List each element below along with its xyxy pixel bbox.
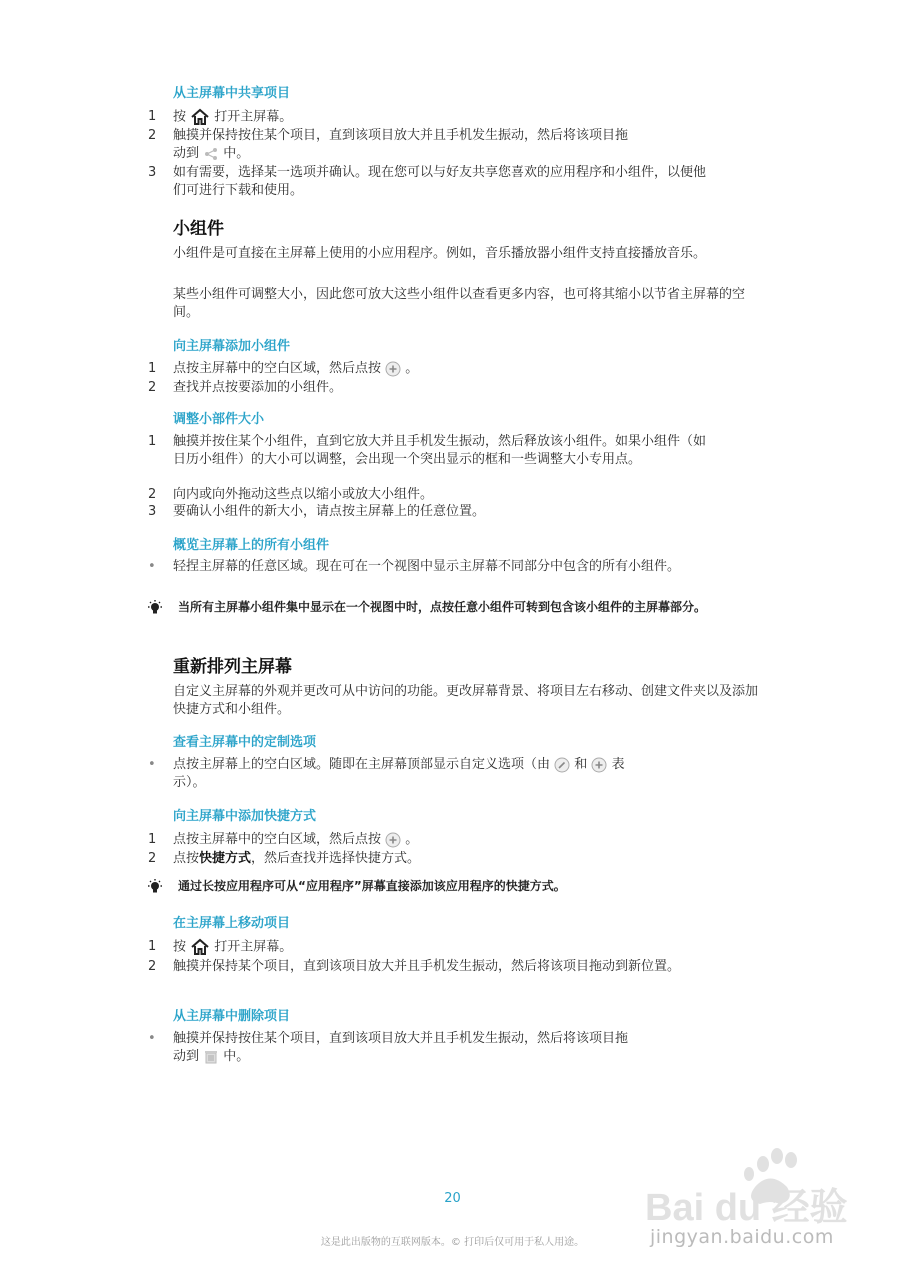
share-icon [203,147,219,161]
step-text: 。 [405,361,419,376]
section-title-move: 在主屏幕上移动项目 [173,916,291,931]
bullet-text: 触摸并保持按住某个项目，直到该项目放大并且手机发生振动，然后将该项目拖 [173,1031,629,1046]
step-number: 3 [148,165,157,180]
step-text-bold: 快捷方式 [199,851,252,866]
section-title-resize: 调整小部件大小 [173,412,265,427]
step-text: 点按主屏幕中的空白区域，然后点按 [173,832,382,847]
bullet: • [148,757,156,772]
step-text: 。 [405,832,419,847]
step-text: 中。 [223,146,250,161]
paragraph: 自定义主屏幕的外观并更改可从中访问的功能。更改屏幕背景、将项目左右移动、创建文件夹以及添加快捷方式和小组件。 [173,684,759,717]
trash-icon [203,1049,219,1065]
step-number: 2 [148,128,157,143]
section-title-delete: 从主屏幕中删除项目 [173,1009,291,1024]
step-number: 2 [148,959,157,974]
edit-circle-icon [554,757,570,773]
section-title-rearrange: 重新排列主屏幕 [173,657,292,677]
bullet-text: 中。 [223,1049,250,1064]
bullet: • [148,1031,156,1046]
home-icon [190,108,210,126]
step-text: 动到 [173,146,200,161]
add-circle-icon [385,361,401,377]
step-text: 触摸并保持按住某个项目，直到该项目放大并且手机发生振动，然后将该项目拖 [173,128,629,143]
step-number: 3 [148,504,157,519]
step-text: 打开主屏幕。 [214,939,293,955]
step-number: 1 [148,832,157,847]
tip-text: 通过长按应用程序可从“应用程序”屏幕直接添加该应用程序的快捷方式。 [178,879,566,893]
baidu-watermark-logo [645,1142,865,1272]
bullet-text: 和 [574,757,588,772]
step-text: 查找并点按要添加的小组件。 [173,380,343,395]
watermark-brand: Bai du 经验 [645,1187,848,1229]
add-circle-icon [385,832,401,848]
step-number: 1 [148,939,157,954]
step-text: 触摸并保持某个项目，直到该项目放大并且手机发生振动，然后将该项目拖动到新位置。 [173,959,681,974]
step-text: 按 [173,109,187,125]
tip-text: 当所有主屏幕小组件集中显示在一个视图中时，点按任意小组件可转到包含该小组件的主屏幕部分。 [178,600,707,614]
bullet-text: 示）。 [173,775,206,790]
footer-note: 这是此出版物的互联网版本。© 打印后仅可用于私人用途。 [320,1237,585,1248]
watermark-url: jingyan.baidu.com [650,1226,834,1248]
step-number: 2 [148,487,157,502]
section-title-widgets: 小组件 [173,219,224,239]
section-title-custom: 查看主屏幕中的定制选项 [173,735,317,750]
step-text: 按 [173,939,187,955]
bullet: • [148,559,156,574]
section-title-share: 从主屏幕中共享项目 [173,86,291,101]
add-circle-icon [591,757,607,773]
step-text: 点按 [173,851,200,866]
step-text: 要确认小组件的新大小，请点按主屏幕上的任意位置。 [173,504,486,519]
step-number: 2 [148,380,157,395]
step-number: 1 [148,109,157,124]
bullet-text: 动到 [173,1049,200,1064]
section-title-shortcut: 向主屏幕中添加快捷方式 [173,809,317,824]
paragraph: 小组件是可直接在主屏幕上使用的小应用程序。例如，音乐播放器小组件支持直接播放音乐。 [173,246,707,261]
section-title-overview: 概览主屏幕上的所有小组件 [173,538,330,553]
paragraph: 某些小组件可调整大小，因此您可放大这些小组件以查看更多内容，也可将其缩小以节省主屏幕的空间。 [173,287,746,320]
step-text: 如有需要，选择某一选项并确认。现在您可以与好友共享您喜欢的应用程序和小组件，以便他们可进行下载和使用。 [173,165,707,198]
bullet-text: 轻捏主屏幕的任意区域。现在可在一个视图中显示主屏幕不同部分中包含的所有小组件。 [173,559,681,574]
step-text: ，然后查找并选择快捷方式。 [251,851,421,866]
step-text: 点按主屏幕中的空白区域，然后点按 [173,361,382,376]
step-text: 打开主屏幕。 [214,109,293,125]
bullet-text: 表 [611,757,625,772]
step-text: 向内或向外拖动这些点以缩小或放大小组件。 [173,487,434,502]
step-number: 1 [148,434,157,449]
home-icon [190,938,210,956]
page-number: 20 [444,1191,461,1206]
step-number: 1 [148,361,157,376]
step-text: 触摸并按住某个小组件，直到它放大并且手机发生振动，然后释放该小组件。如果小组件（如日历小组件）的大小可以调整，会出现一个突出显示的框和一些调整大小专用点。 [173,434,707,467]
step-number: 2 [148,851,157,866]
bullet-text: 点按主屏幕上的空白区域。随即在主屏幕顶部显示自定义选项（由 [173,757,551,772]
lightbulb-icon [146,878,164,896]
lightbulb-icon [146,599,164,617]
section-title-add-widget: 向主屏幕添加小组件 [173,339,291,354]
